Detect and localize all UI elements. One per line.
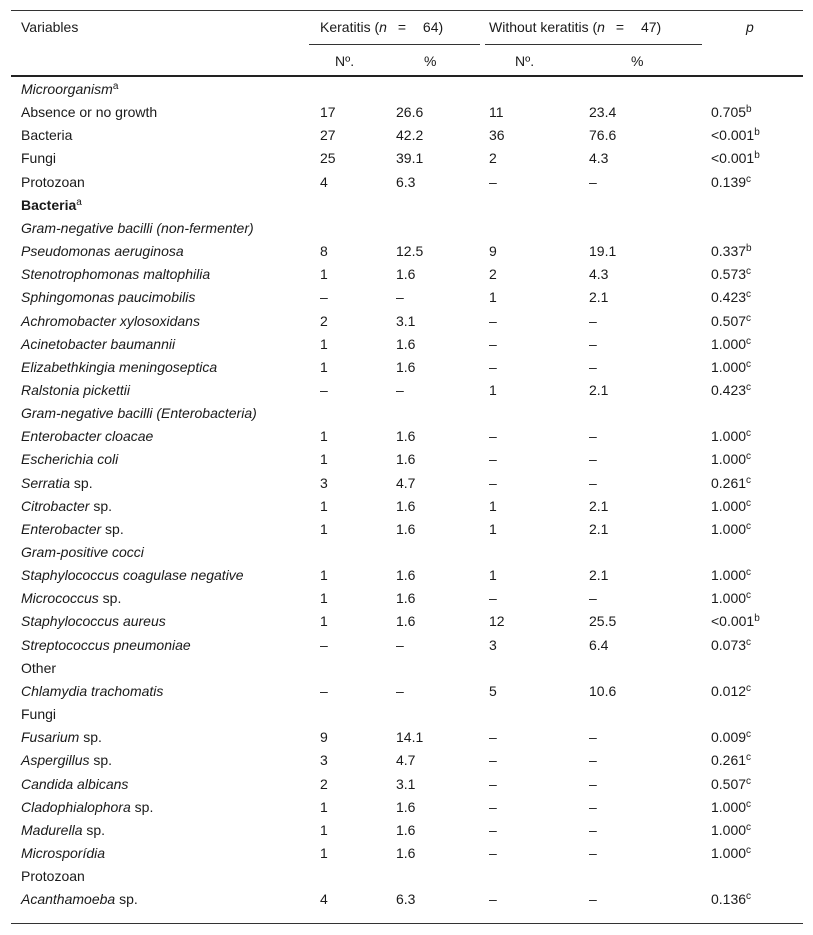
without-count: 2	[489, 266, 497, 283]
p-value: <0.001$^b$	[711, 127, 760, 144]
p-value: 1.000$^c$	[711, 821, 752, 838]
without-percent: 76.6	[589, 127, 617, 144]
row-label: Candida albicans	[21, 775, 129, 792]
row-label: Microsporídia	[21, 844, 106, 861]
without-percent: –	[589, 729, 597, 746]
table-row	[11, 751, 803, 774]
row-label: Achromobacter xylosoxidans	[21, 312, 200, 329]
without-percent: 6.4	[589, 636, 609, 653]
p-value: 0.705$^b$	[711, 104, 752, 121]
row-label: Micrococcus sp.	[21, 590, 122, 607]
keratitis-count: 2	[320, 312, 328, 329]
keratitis-percent: 42.2	[396, 127, 424, 144]
row-label: Streptococcus pneumoniae	[21, 636, 191, 653]
row-label: Acanthamoeba sp.	[21, 891, 138, 908]
p-value: 1.000$^c$	[711, 451, 752, 468]
without-count: –	[489, 335, 497, 352]
p-value: 0.507$^c$	[711, 312, 752, 329]
keratitis-count: 2	[320, 775, 328, 792]
p-value: 0.009$^c$	[711, 729, 752, 746]
without-count: 1	[489, 520, 497, 537]
p-value: 1.000$^c$	[711, 497, 752, 514]
row-label: Staphylococcus coagulase negative	[21, 567, 244, 584]
keratitis-count: 1	[320, 844, 328, 861]
section-label: Gram-positive cocci	[21, 544, 144, 560]
without-count: –	[489, 752, 497, 769]
table-row	[11, 288, 803, 311]
keratitis-count: 1	[320, 497, 328, 514]
row-label: Chlamydia trachomatis	[21, 682, 164, 699]
section-row	[11, 705, 803, 728]
row-label: Elizabethkingia meningoseptica	[21, 358, 218, 375]
table-row	[11, 242, 803, 265]
table-row	[11, 265, 803, 288]
header-bottom-rule	[11, 75, 803, 77]
keratitis-percent: –	[396, 289, 404, 306]
keratitis-percent: 4.7	[396, 752, 416, 769]
keratitis-count: 1	[320, 567, 328, 584]
without-percent: –	[589, 474, 597, 491]
header-variables: Variables	[21, 19, 79, 35]
without-percent: –	[589, 590, 597, 607]
row-label: Fusarium sp.	[21, 729, 102, 746]
keratitis-percent: 1.6	[396, 590, 416, 607]
without-count: –	[489, 798, 497, 815]
p-value: 0.139$^c$	[711, 173, 752, 190]
p-value: 1.000$^c$	[711, 335, 752, 352]
without-group-rule	[485, 44, 702, 45]
keratitis-percent: 1.6	[396, 844, 416, 861]
without-percent: –	[589, 775, 597, 792]
without-percent: 23.4	[589, 104, 617, 121]
keratitis-percent: 14.1	[396, 729, 424, 746]
keratitis-count: –	[320, 381, 328, 398]
section-row	[11, 867, 803, 890]
without-percent: 2.1	[589, 381, 609, 398]
keratitis-count: 1	[320, 428, 328, 445]
table-row	[11, 636, 803, 659]
subheader-no-keratitis: Nº.	[335, 53, 355, 69]
without-count: 1	[489, 381, 497, 398]
p-value: 1.000$^c$	[711, 358, 752, 375]
without-count: 1	[489, 289, 497, 306]
keratitis-count: 25	[320, 150, 336, 167]
keratitis-count: 3	[320, 474, 328, 491]
row-label: Protozoan	[21, 173, 85, 190]
keratitis-percent: 1.6	[396, 266, 416, 283]
row-label: Acinetobacter baumannii	[21, 335, 176, 352]
keratitis-count: –	[320, 636, 328, 653]
p-value: 1.000$^c$	[711, 567, 752, 584]
without-percent: –	[589, 173, 597, 190]
keratitis-percent: 1.6	[396, 497, 416, 514]
section-row	[11, 543, 803, 566]
row-label: Escherichia coli	[21, 451, 119, 468]
section-label: Gram-negative bacilli (Enterobacteria)	[21, 405, 257, 422]
p-value: 0.423$^c$	[711, 381, 752, 398]
keratitis-count: 27	[320, 127, 336, 144]
table-row	[11, 173, 803, 196]
p-value: 1.000$^c$	[711, 428, 752, 445]
table-row	[11, 844, 803, 867]
keratitis-count: 1	[320, 821, 328, 838]
table-row	[11, 103, 803, 126]
keratitis-percent: –	[396, 682, 404, 699]
table-row	[11, 335, 803, 358]
row-label: Bacteria	[21, 127, 73, 144]
row-label: Serratia sp.	[21, 474, 93, 491]
without-count: 11	[489, 104, 504, 121]
keratitis-percent: –	[396, 381, 404, 398]
table-top-rule	[11, 10, 803, 11]
section-label: Protozoan	[21, 868, 85, 885]
row-label: Enterobacter cloacae	[21, 428, 154, 445]
header-without-keratitis: Without keratitis (n = 47)	[489, 19, 662, 35]
row-label: Ralstonia pickettii	[21, 381, 130, 398]
without-percent: 25.5	[589, 613, 617, 630]
p-value: <0.001$^b$	[711, 613, 760, 630]
without-percent: –	[589, 312, 597, 329]
section-row	[11, 404, 803, 427]
keratitis-count: 1	[320, 358, 328, 375]
keratitis-percent: 1.6	[396, 613, 416, 630]
p-value: 1.000$^c$	[711, 590, 752, 607]
without-percent: –	[589, 844, 597, 861]
keratitis-count: 1	[320, 590, 328, 607]
keratitis-count: 1	[320, 798, 328, 815]
without-count: 5	[489, 682, 497, 699]
row-label: Fungi	[21, 150, 57, 167]
keratitis-percent: 1.6	[396, 451, 416, 468]
keratitis-count: 17	[320, 104, 336, 121]
row-label: Sphingomonas paucimobilis	[21, 289, 196, 306]
keratitis-percent: 1.6	[396, 335, 416, 352]
keratitis-percent: 6.3	[396, 173, 416, 190]
subheader-no-without: Nº.	[515, 53, 535, 69]
without-count: –	[489, 474, 497, 491]
without-percent: 2.1	[589, 520, 609, 537]
keratitis-count: 1	[320, 520, 328, 537]
row-label: Madurella sp.	[21, 821, 106, 838]
without-count: –	[489, 451, 497, 468]
keratitis-percent: 12.5	[396, 243, 424, 260]
without-count: –	[489, 821, 497, 838]
without-count: 1	[489, 567, 497, 584]
without-count: 2	[489, 150, 497, 167]
table-row	[11, 775, 803, 798]
without-percent: 10.6	[589, 682, 617, 699]
p-value: 1.000$^c$	[711, 520, 752, 537]
without-count: 12	[489, 613, 505, 630]
without-count: –	[489, 775, 497, 792]
without-percent: –	[589, 821, 597, 838]
without-percent: 19.1	[589, 243, 617, 260]
keratitis-group-rule	[309, 44, 480, 45]
without-count: –	[489, 312, 497, 329]
without-percent: 2.1	[589, 567, 609, 584]
table-row	[11, 682, 803, 705]
p-value: 0.337$^b$	[711, 243, 752, 260]
without-percent: –	[589, 428, 597, 445]
subheader-pct-without: %	[631, 53, 644, 69]
table-row	[11, 358, 803, 381]
section-label: Microorganism$^a$	[21, 81, 119, 97]
keratitis-percent: 26.6	[396, 104, 424, 121]
row-label: Enterobacter sp.	[21, 520, 124, 537]
header-p: p	[746, 19, 754, 35]
keratitis-count: 3	[320, 752, 328, 769]
p-value: 1.000$^c$	[711, 798, 752, 815]
p-value: 0.573$^c$	[711, 266, 752, 283]
table-row	[11, 450, 803, 473]
without-percent: 2.1	[589, 497, 609, 514]
without-percent: –	[589, 451, 597, 468]
keratitis-count: 9	[320, 729, 328, 746]
section-label: Other	[21, 659, 57, 676]
without-percent: –	[589, 752, 597, 769]
without-count: –	[489, 358, 497, 375]
without-count: 9	[489, 243, 497, 260]
without-count: 3	[489, 636, 497, 653]
p-value: 0.261$^c$	[711, 752, 752, 769]
row-label: Cladophialophora sp.	[21, 798, 154, 815]
table-row	[11, 589, 803, 612]
keratitis-percent: 1.6	[396, 821, 416, 838]
without-count: –	[489, 173, 497, 190]
table-row	[11, 497, 803, 520]
without-percent: –	[589, 335, 597, 352]
without-count: 36	[489, 127, 505, 144]
table-row	[11, 798, 803, 821]
p-value: 0.423$^c$	[711, 289, 752, 306]
keratitis-count: 4	[320, 891, 328, 908]
header-keratitis: Keratitis (n = 64)	[320, 19, 444, 35]
p-value: <0.001$^b$	[711, 150, 760, 167]
table-row	[11, 474, 803, 497]
without-percent: –	[589, 798, 597, 815]
table-row	[11, 520, 803, 543]
p-value: 0.012$^c$	[711, 682, 752, 699]
table-row	[11, 312, 803, 335]
p-value: 1.000$^c$	[711, 844, 752, 861]
table-row	[11, 612, 803, 635]
without-percent: –	[589, 358, 597, 375]
subheader-pct-keratitis: %	[424, 53, 437, 69]
keratitis-count: 8	[320, 243, 328, 260]
table-row	[11, 427, 803, 450]
section-row	[11, 219, 803, 242]
keratitis-count: –	[320, 289, 328, 306]
table-row	[11, 126, 803, 149]
keratitis-percent: 1.6	[396, 358, 416, 375]
table-row	[11, 149, 803, 172]
keratitis-count: 1	[320, 335, 328, 352]
p-value: 0.073$^c$	[711, 636, 752, 653]
table-row	[11, 381, 803, 404]
section-row	[11, 80, 803, 103]
keratitis-percent: 6.3	[396, 891, 416, 908]
table-row	[11, 728, 803, 751]
row-label: Pseudomonas aeruginosa	[21, 243, 184, 260]
section-row	[11, 196, 803, 219]
row-label: Stenotrophomonas maltophilia	[21, 266, 211, 283]
without-percent: 4.3	[589, 266, 609, 283]
without-percent: 2.1	[589, 289, 609, 306]
keratitis-percent: –	[396, 636, 404, 653]
without-count: –	[489, 891, 497, 908]
section-label: Fungi	[21, 706, 57, 723]
section-label: Bacteria$^a$	[21, 196, 82, 213]
keratitis-percent: 1.6	[396, 428, 416, 445]
table-row	[11, 890, 803, 913]
keratitis-count: 1	[320, 266, 328, 283]
keratitis-count: 1	[320, 613, 328, 630]
keratitis-percent: 1.6	[396, 798, 416, 815]
keratitis-percent: 39.1	[396, 150, 424, 167]
keratitis-percent: 3.1	[396, 775, 416, 792]
without-count: –	[489, 844, 497, 861]
without-count: –	[489, 729, 497, 746]
keratitis-percent: 1.6	[396, 567, 416, 584]
keratitis-count: –	[320, 682, 328, 699]
row-label: Citrobacter sp.	[21, 497, 113, 514]
without-count: –	[489, 590, 497, 607]
section-row	[11, 659, 803, 682]
keratitis-count: 4	[320, 173, 328, 190]
keratitis-percent: 1.6	[396, 520, 416, 537]
without-count: 1	[489, 497, 497, 514]
row-label: Staphylococcus aureus	[21, 613, 166, 630]
without-percent: 4.3	[589, 150, 609, 167]
p-value: 0.136$^c$	[711, 891, 752, 908]
table-row	[11, 821, 803, 844]
keratitis-percent: 4.7	[396, 474, 416, 491]
table-bottom-rule	[11, 923, 803, 924]
table-row	[11, 566, 803, 589]
keratitis-percent: 3.1	[396, 312, 416, 329]
keratitis-count: 1	[320, 451, 328, 468]
without-count: –	[489, 428, 497, 445]
p-value: 0.507$^c$	[711, 775, 752, 792]
without-percent: –	[589, 891, 597, 908]
p-value: 0.261$^c$	[711, 474, 752, 491]
section-label: Gram-negative bacilli (non-fermenter)	[21, 219, 254, 236]
row-label: Aspergillus sp.	[21, 752, 113, 769]
row-label: Absence or no growth	[21, 104, 158, 121]
